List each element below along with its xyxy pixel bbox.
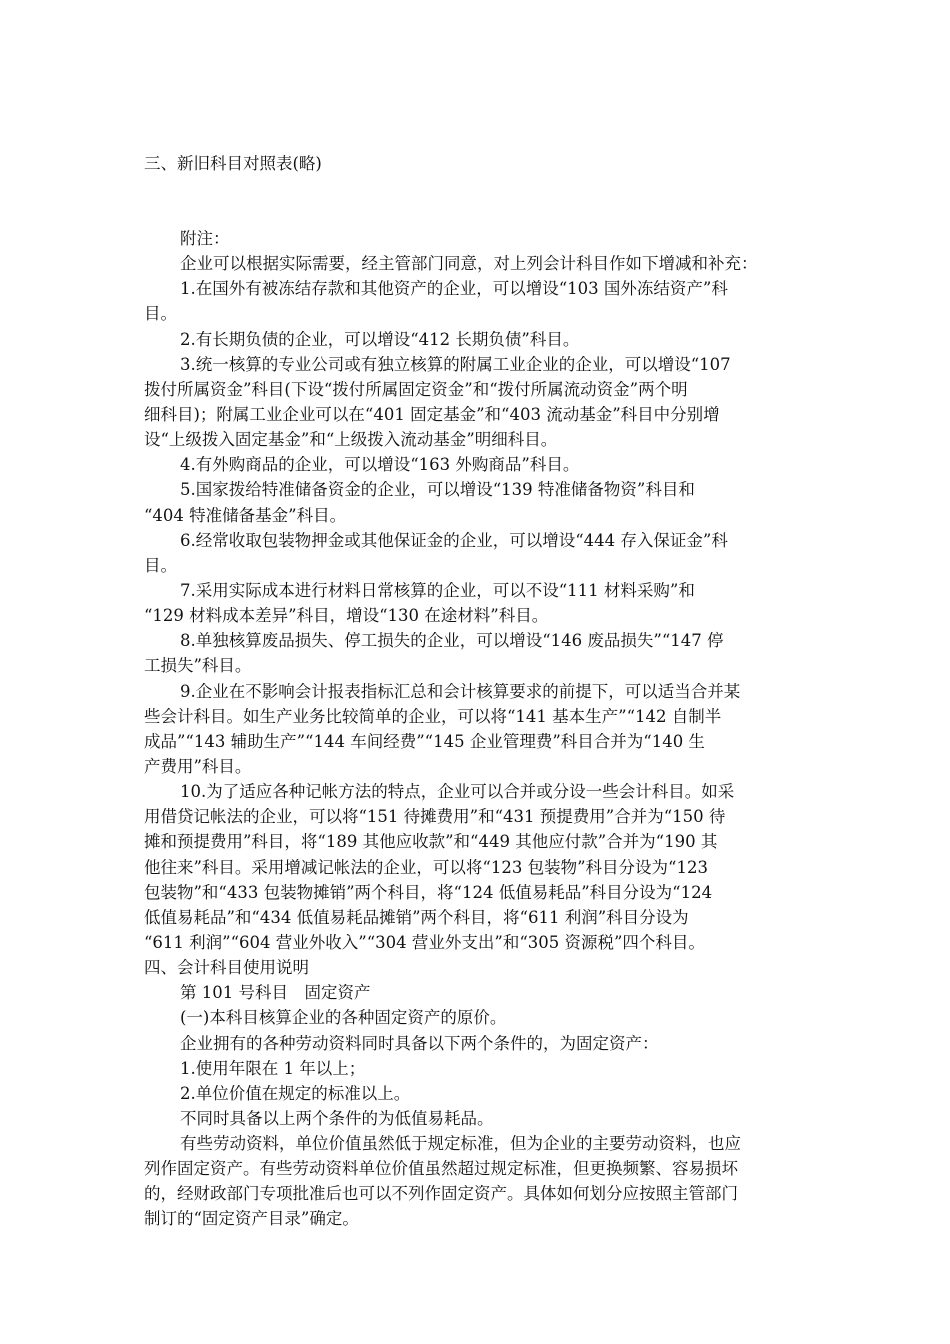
text-line: 2.单位价值在规定的标准以上。	[180, 1083, 411, 1103]
text-line: 第 101 号科目 固定资产	[180, 983, 371, 1003]
section-heading: 三、新旧科目对照表(略)	[144, 154, 322, 173]
text-line: 10.为了适应各种记帐方法的特点，企业可以合并或分设一些会计科目。如采	[180, 782, 735, 802]
text-line: 不同时具备以上两个条件的为低值易耗品。	[180, 1108, 494, 1128]
text-line: 细科目)；附属工业企业可以在“401 固定基金”和“403 流动基金”科目中分别增	[144, 404, 720, 424]
text-line: 四、会计科目使用说明	[144, 958, 309, 978]
text-line: 成品”“143 辅助生产”“144 车间经费”“145 企业管理费”科目合并为“140 生	[144, 731, 705, 751]
text-line: “611 利润”“604 营业外收入”“304 营业外支出”和“305 资源税”四个科目。	[144, 932, 705, 952]
text-line: 6.经常收取包装物押金或其他保证金的企业，可以增设“444 存入保证金”科	[180, 530, 728, 550]
text-line: 用借贷记帐法的企业，可以将“151 待摊费用”和“431 预提费用”合并为“150 待	[144, 807, 726, 827]
text-line: (一)本科目核算企业的各种固定资产的原价。	[180, 1008, 507, 1028]
text-line: 列作固定资产。有些劳动资料单位价值虽然超过规定标准，但更换频繁、容易损坏	[144, 1159, 738, 1179]
text-line: 的，经财政部门专项批准后也可以不列作固定资产。具体如何划分应按照主管部门	[144, 1184, 738, 1204]
text-line: 目。	[144, 304, 177, 324]
text-line: 工损失”科目。	[144, 656, 252, 676]
text-line: 1.使用年限在 1 年以上；	[180, 1058, 366, 1078]
text-line: “404 特准储备基金”科目。	[144, 505, 347, 525]
text-line: 低值易耗品”和“434 低值易耗品摊销”两个科目，将“611 利润”科目分设为	[144, 907, 689, 927]
text-line: 些会计科目。如生产业务比较简单的企业，可以将“141 基本生产”“142 自制半	[144, 706, 722, 726]
text-line: 2.有长期负债的企业，可以增设“412 长期负债”科目。	[180, 329, 580, 349]
text-line: 7.采用实际成本进行材料日常核算的企业，可以不设“111 材料采购”和	[180, 580, 695, 600]
text-line: 3.统一核算的专业公司或有独立核算的附属工业企业的企业，可以增设“107	[180, 354, 731, 374]
text-line: 产费用”科目。	[144, 756, 252, 776]
text-line: 企业拥有的各种劳动资料同时具备以下两个条件的，为固定资产：	[180, 1033, 659, 1053]
text-line: 摊和预提费用”科目，将“189 其他应收款”和“449 其他应付款”合并为“190 其	[144, 832, 718, 852]
text-line: 设“上级拨入固定基金”和“上级拨入流动基金”明细科目。	[144, 430, 558, 450]
text-line: 有些劳动资料，单位价值虽然低于规定标准，但为企业的主要劳动资料，也应	[180, 1134, 741, 1154]
text-line: 1.在国外有被冻结存款和其他资产的企业，可以增设“103 国外冻结资产”科	[180, 279, 728, 299]
text-line: 8.单独核算废品损失、停工损失的企业，可以增设“146 废品损失”“147 停	[180, 631, 724, 651]
text-line: 9.企业在不影响会计报表指标汇总和会计核算要求的前提下，可以适当合并某	[180, 681, 741, 701]
text-line: “129 材料成本差异”科目，增设“130 在途材料”科目。	[144, 606, 549, 626]
text-line: 附注：	[180, 229, 230, 248]
text-line: 5.国家拨给特准储备资金的企业，可以增设“139 特准储备物资”科目和	[180, 480, 695, 500]
text-line: 4.有外购商品的企业，可以增设“163 外购商品”科目。	[180, 455, 580, 475]
text-line: 企业可以根据实际需要，经主管部门同意，对上列会计科目作如下增减和补充：	[180, 254, 758, 274]
text-line: 目。	[144, 555, 177, 575]
text-line: 他往来”科目。采用增减记帐法的企业，可以将“123 包装物”科目分设为“123	[144, 857, 708, 877]
text-line: 拨付所属资金”科目(下设“拨付所属固定资金”和“拨付所属流动资金”两个明	[144, 379, 688, 399]
document-body	[144, 226, 804, 1232]
text-line: 制订的“固定资产目录”确定。	[144, 1209, 359, 1229]
text-line: 包装物”和“433 包装物摊销”两个科目，将“124 低值易耗品”科目分设为“124	[144, 882, 713, 902]
